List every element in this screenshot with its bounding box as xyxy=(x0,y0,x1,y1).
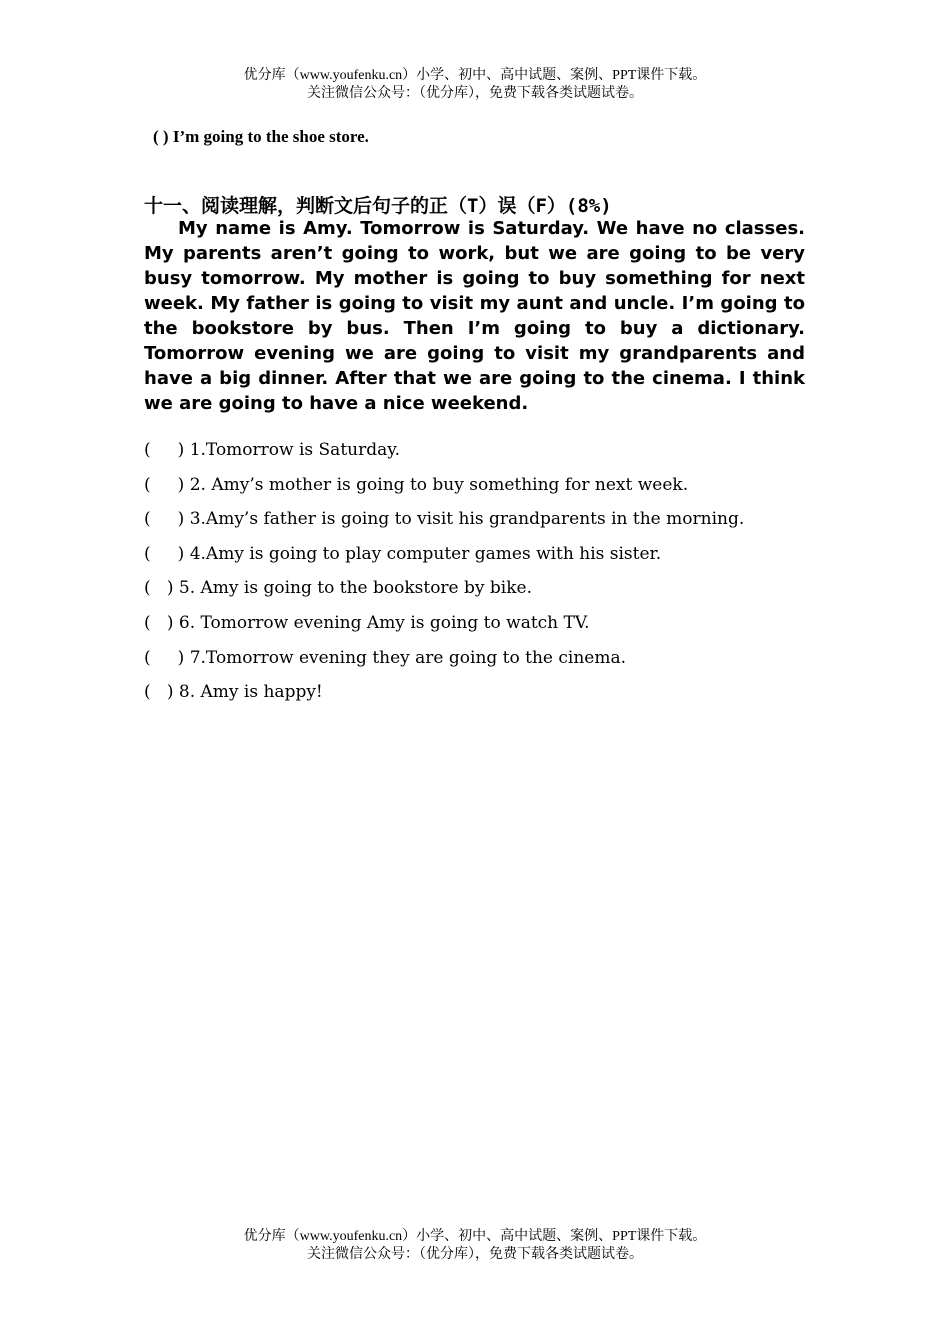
answer-blank: ( ) xyxy=(144,440,185,460)
header-line-1: 优分库（www.youfenku.cn）小学、初中、高中试题、案例、PPT课件下载。 xyxy=(243,68,707,83)
question-item xyxy=(144,644,744,679)
question-item xyxy=(144,678,744,713)
answer-blank: ( ) xyxy=(144,543,185,564)
footer-line-1: 优分库（www.youfenku.cn）小学、初中、高中试题、案例、PPT课件下载。 xyxy=(243,1229,707,1244)
answer-blank: ( ) xyxy=(144,474,185,495)
question-item xyxy=(144,574,744,609)
answer-blank: ( ) xyxy=(144,578,174,599)
section-title: 十一、阅读理解，判断文后句子的正（T）误（F）(8%) xyxy=(144,195,612,217)
question-item xyxy=(144,436,744,471)
question-item xyxy=(144,540,744,575)
question-list xyxy=(144,436,744,713)
question-text: 4.Amy is going to play computer games with his sister. xyxy=(189,543,662,564)
question-text: 7.Tomorrow evening they are going to the cinema. xyxy=(189,647,627,668)
question-text: 8. Amy is happy! xyxy=(178,682,323,703)
page-header xyxy=(0,67,950,103)
footer-line-2: 关注微信公众号：（优分库），免费下载各类试题试卷。 xyxy=(307,1247,643,1262)
question-item xyxy=(144,609,744,644)
page-footer xyxy=(0,1228,950,1264)
reading-passage: My name is Amy. Tomorrow is Saturday. We have no classes. My parents aren’t going to work, but we are going to be very busy tomorrow. My mother is going to buy something for next week. My father is going to visit my aunt and uncle. I’m going to the bookstore by bus. Then I’m going to buy a dictionary. Tomorrow evening we are going to visit my grandparents and have a big dinner. After that we are going to the cinema. I think we are going to have a nice weekend. xyxy=(144,218,805,414)
question-item xyxy=(144,471,744,506)
question-text: 1.Tomorrow is Saturday. xyxy=(189,440,400,460)
answer-blank: ( ) xyxy=(144,647,185,668)
header-line-2: 关注微信公众号：（优分库），免费下载各类试题试卷。 xyxy=(307,86,643,101)
question-text: 5. Amy is going to the bookstore by bike. xyxy=(178,578,532,599)
answer-blank: ( ) xyxy=(144,509,185,530)
question-text: 3.Amy’s father is going to visit his grandparents in the morning. xyxy=(189,509,745,530)
answer-blank: ( ) xyxy=(144,682,174,703)
previous-question: ( ) I’m going to the shoe store. xyxy=(153,127,369,146)
question-text: 6. Tomorrow evening Amy is going to watch TV. xyxy=(178,612,590,633)
answer-blank: ( ) xyxy=(144,612,174,633)
question-item xyxy=(144,505,744,540)
question-text: 2. Amy’s mother is going to buy something for next week. xyxy=(189,474,689,495)
